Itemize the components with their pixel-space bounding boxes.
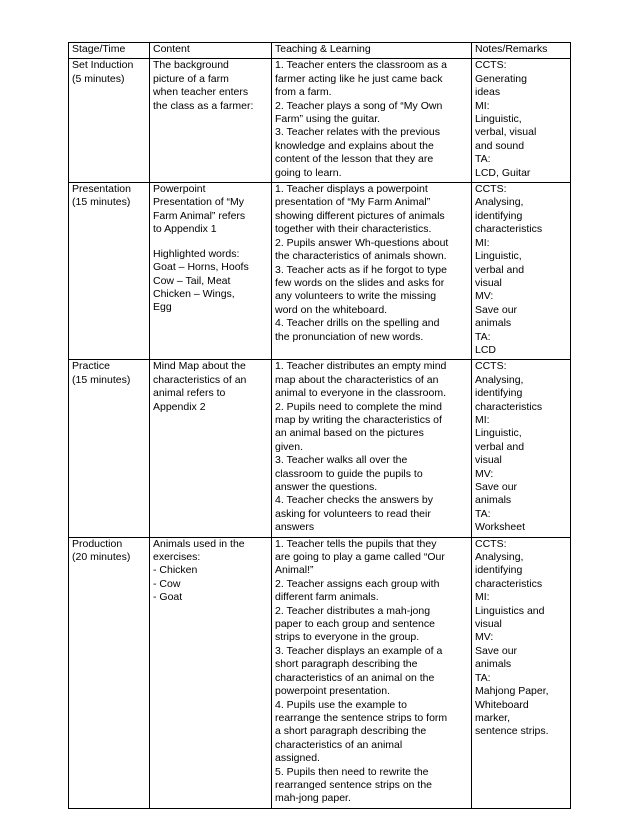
cell-line: map by writing the characteristics of xyxy=(275,413,442,426)
cell-line: knowledge and explains about the xyxy=(275,139,434,152)
cell-line: content of the lesson that they are xyxy=(275,153,434,166)
cell-line: mah-jong paper. xyxy=(275,792,351,805)
cell-line: Production xyxy=(72,537,123,550)
cell-line: Mind Map about the xyxy=(153,360,246,373)
cell-line: 2. Pupils answer Wh-questions about xyxy=(275,236,449,249)
paragraph-gap xyxy=(153,237,267,248)
cell-line: animal to everyone in the classroom. xyxy=(275,387,446,400)
cell-line: 3. Teacher displays an example of a xyxy=(275,644,443,657)
cell-line: visual xyxy=(475,454,502,467)
cell-line: TA: xyxy=(475,330,491,343)
cell-line: short paragraph describing the xyxy=(275,658,418,671)
lesson-plan-table xyxy=(68,42,571,809)
cell-line: animals xyxy=(475,494,512,507)
cell-line: asking for volunteers to read their xyxy=(275,507,431,520)
cell-line: identifying xyxy=(475,209,523,222)
cell-line: 1. Teacher tells the pupils that they xyxy=(275,537,437,550)
cell-line: TA: xyxy=(475,507,491,520)
cell-line: CCTS: xyxy=(475,183,507,196)
notes-cell xyxy=(472,183,571,360)
cell-line: Mahjong Paper, xyxy=(475,685,549,698)
content-cell xyxy=(150,537,272,808)
cell-line: Cow – Tail, Meat xyxy=(153,274,231,287)
teaching-cell xyxy=(272,537,472,808)
cell-line: MI: xyxy=(475,236,490,249)
cell-line: going to learn. xyxy=(275,166,342,179)
cell-line: Practice xyxy=(72,360,110,373)
row-presentation xyxy=(69,183,571,360)
cell-line: assigned. xyxy=(275,752,320,765)
cell-line: and sound xyxy=(475,139,525,152)
cell-line: Save our xyxy=(475,644,518,657)
cell-line: - Cow xyxy=(153,577,181,590)
stage-cell xyxy=(69,537,150,808)
cell-line: - Chicken xyxy=(153,564,198,577)
cell-line: MI: xyxy=(475,591,490,604)
header-notes: Notes/Remarks xyxy=(472,43,571,59)
cell-line: identifying xyxy=(475,564,523,577)
cell-line: MV: xyxy=(475,467,494,480)
cell-line: marker, xyxy=(475,711,511,724)
cell-line: 2. Pupils need to complete the mind xyxy=(275,400,442,413)
cell-line: verbal and xyxy=(475,440,525,453)
cell-line: showing different pictures of animals xyxy=(275,209,445,222)
cell-line: characteristics of an xyxy=(153,373,247,386)
notes-cell xyxy=(472,59,571,183)
cell-line: (5 minutes) xyxy=(72,72,125,85)
cell-line: Analysing, xyxy=(475,551,524,564)
cell-line: 3. Teacher acts as if he forgot to type xyxy=(275,263,447,276)
cell-line: the pronunciation of new words. xyxy=(275,330,424,343)
cell-line: to Appendix 1 xyxy=(153,223,217,236)
teaching-cell xyxy=(272,183,472,360)
cell-line: the characteristics of animals shown. xyxy=(275,250,447,263)
cell-line: 3. Teacher relates with the previous xyxy=(275,126,440,139)
cell-line: picture of a farm xyxy=(153,72,229,85)
stage-cell xyxy=(69,183,150,360)
cell-line: classroom to guide the pupils to xyxy=(275,467,423,480)
stage-cell xyxy=(69,360,150,537)
cell-line: - Goat xyxy=(153,591,183,604)
cell-line: Whiteboard xyxy=(475,698,529,711)
cell-line: visual xyxy=(475,618,502,631)
row-set-induction xyxy=(69,59,571,183)
cell-line: presentation of “My Farm Animal” xyxy=(275,196,431,209)
cell-line: characteristics of an animal on the xyxy=(275,671,435,684)
cell-line: animals xyxy=(475,317,512,330)
cell-line: The background xyxy=(153,59,229,72)
cell-line: exercises: xyxy=(153,551,201,564)
cell-line: 1. Teacher enters the classroom as a xyxy=(275,59,447,72)
cell-line: Animals used in the xyxy=(153,537,245,550)
cell-line: answer the questions. xyxy=(275,481,378,493)
cell-line: LCD, Guitar xyxy=(475,166,531,179)
cell-line: (15 minutes) xyxy=(72,196,131,209)
cell-line: different farm animals. xyxy=(275,591,379,604)
notes-cell xyxy=(472,360,571,537)
cell-line: Egg xyxy=(153,301,172,314)
cell-line: are going to play a game called “Our xyxy=(275,551,445,564)
cell-line: ideas xyxy=(475,86,501,99)
cell-line: visual xyxy=(475,276,502,289)
cell-line: when teacher enters xyxy=(153,86,249,99)
cell-line: given. xyxy=(275,440,304,453)
cell-line: Generating xyxy=(475,72,527,85)
cell-line: CCTS: xyxy=(475,537,507,550)
cell-line: 4. Teacher checks the answers by xyxy=(275,494,433,507)
cell-line: 2. Teacher assigns each group with xyxy=(275,577,440,590)
cell-line: Linguistic, xyxy=(475,113,522,126)
cell-line: characteristics xyxy=(475,577,543,590)
cell-line: together with their characteristics. xyxy=(275,223,432,236)
cell-line: CCTS: xyxy=(475,360,507,373)
cell-line: 2. Teacher distributes a mah-jong xyxy=(275,604,431,617)
cell-line: an animal based on the pictures xyxy=(275,427,424,440)
cell-line: (20 minutes) xyxy=(72,551,131,564)
cell-line: Chicken – Wings, xyxy=(153,287,235,300)
cell-line: MV: xyxy=(475,631,494,644)
cell-line: Goat – Horns, Hoofs xyxy=(153,261,249,274)
header-stage: Stage/Time xyxy=(69,43,150,59)
cell-line: identifying xyxy=(475,387,523,400)
cell-line: TA: xyxy=(475,671,491,684)
cell-line: 3. Teacher walks all over the xyxy=(275,454,408,467)
cell-line: powerpoint presentation. xyxy=(275,685,390,698)
content-cell xyxy=(150,59,272,183)
cell-line: map about the characteristics of an xyxy=(275,373,439,386)
cell-line: paper to each group and sentence xyxy=(275,618,435,631)
cell-line: animal refers to xyxy=(153,387,226,400)
cell-line: LCD xyxy=(475,343,497,356)
cell-line: word on the whiteboard. xyxy=(275,303,388,316)
cell-line: Analysing, xyxy=(475,373,524,386)
cell-line: CCTS: xyxy=(475,59,507,72)
cell-line: Animal!” xyxy=(275,564,314,577)
cell-line: (15 minutes) xyxy=(72,373,131,386)
row-practice xyxy=(69,360,571,537)
cell-line: the class as a farmer: xyxy=(153,99,254,112)
cell-line: rearrange the sentence strips to form xyxy=(275,711,448,724)
cell-line: Save our xyxy=(475,481,518,493)
cell-line: 1. Teacher distributes an empty mind xyxy=(275,360,447,373)
row-production xyxy=(69,537,571,808)
cell-line: Linguistic, xyxy=(475,427,522,440)
header-content: Content xyxy=(150,43,272,59)
cell-line: Presentation of “My xyxy=(153,196,245,209)
cell-line: sentence strips. xyxy=(475,725,549,738)
cell-line: characteristics xyxy=(475,400,543,413)
content-cell xyxy=(150,360,272,537)
header-teaching: Teaching & Learning xyxy=(272,43,472,59)
cell-line: Appendix 2 xyxy=(153,400,206,413)
cell-line: Save our xyxy=(475,303,518,316)
cell-line: Linguistics and xyxy=(475,604,545,617)
cell-line: animals xyxy=(475,658,512,671)
cell-line: Linguistic, xyxy=(475,250,522,263)
cell-line: 1. Teacher displays a powerpoint xyxy=(275,183,428,196)
content-cell xyxy=(150,183,272,360)
cell-line: TA: xyxy=(475,153,491,166)
cell-line: rearranged sentence strips on the xyxy=(275,778,433,791)
cell-line: from a farm. xyxy=(275,86,332,99)
header-row xyxy=(69,43,571,59)
cell-line: few words on the slides and asks for xyxy=(275,276,445,289)
teaching-cell xyxy=(272,59,472,183)
cell-line: MV: xyxy=(475,290,494,303)
cell-line: Set Induction xyxy=(72,59,134,72)
cell-line: 5. Pupils then need to rewrite the xyxy=(275,765,429,778)
cell-line: Worksheet xyxy=(475,521,525,534)
cell-line: any volunteers to write the missing xyxy=(275,290,437,303)
cell-line: MI: xyxy=(475,99,490,112)
cell-line: strips to everyone in the group. xyxy=(275,631,420,644)
cell-line: characteristics xyxy=(475,223,543,236)
cell-line: a short paragraph describing the xyxy=(275,725,427,738)
cell-line: verbal, visual xyxy=(475,126,537,139)
cell-line: 4. Teacher drills on the spelling and xyxy=(275,317,440,330)
cell-line: farmer acting like he just came back xyxy=(275,72,443,85)
cell-line: verbal and xyxy=(475,263,525,276)
cell-line: 2. Teacher plays a song of “My Own xyxy=(275,99,443,112)
cell-line: Farm Animal” refers xyxy=(153,209,246,222)
cell-line: Presentation xyxy=(72,183,131,196)
cell-line: MI: xyxy=(475,413,490,426)
cell-line: 4. Pupils use the example to xyxy=(275,698,407,711)
cell-line: Highlighted words: xyxy=(153,247,240,260)
cell-line: Farm” using the guitar. xyxy=(275,113,381,126)
cell-line: answers xyxy=(275,521,315,534)
stage-cell xyxy=(69,59,150,183)
notes-cell xyxy=(472,537,571,808)
cell-line: Powerpoint xyxy=(153,183,206,196)
teaching-cell xyxy=(272,360,472,537)
cell-line: Analysing, xyxy=(475,196,524,209)
cell-line: characteristics of an animal xyxy=(275,738,403,751)
